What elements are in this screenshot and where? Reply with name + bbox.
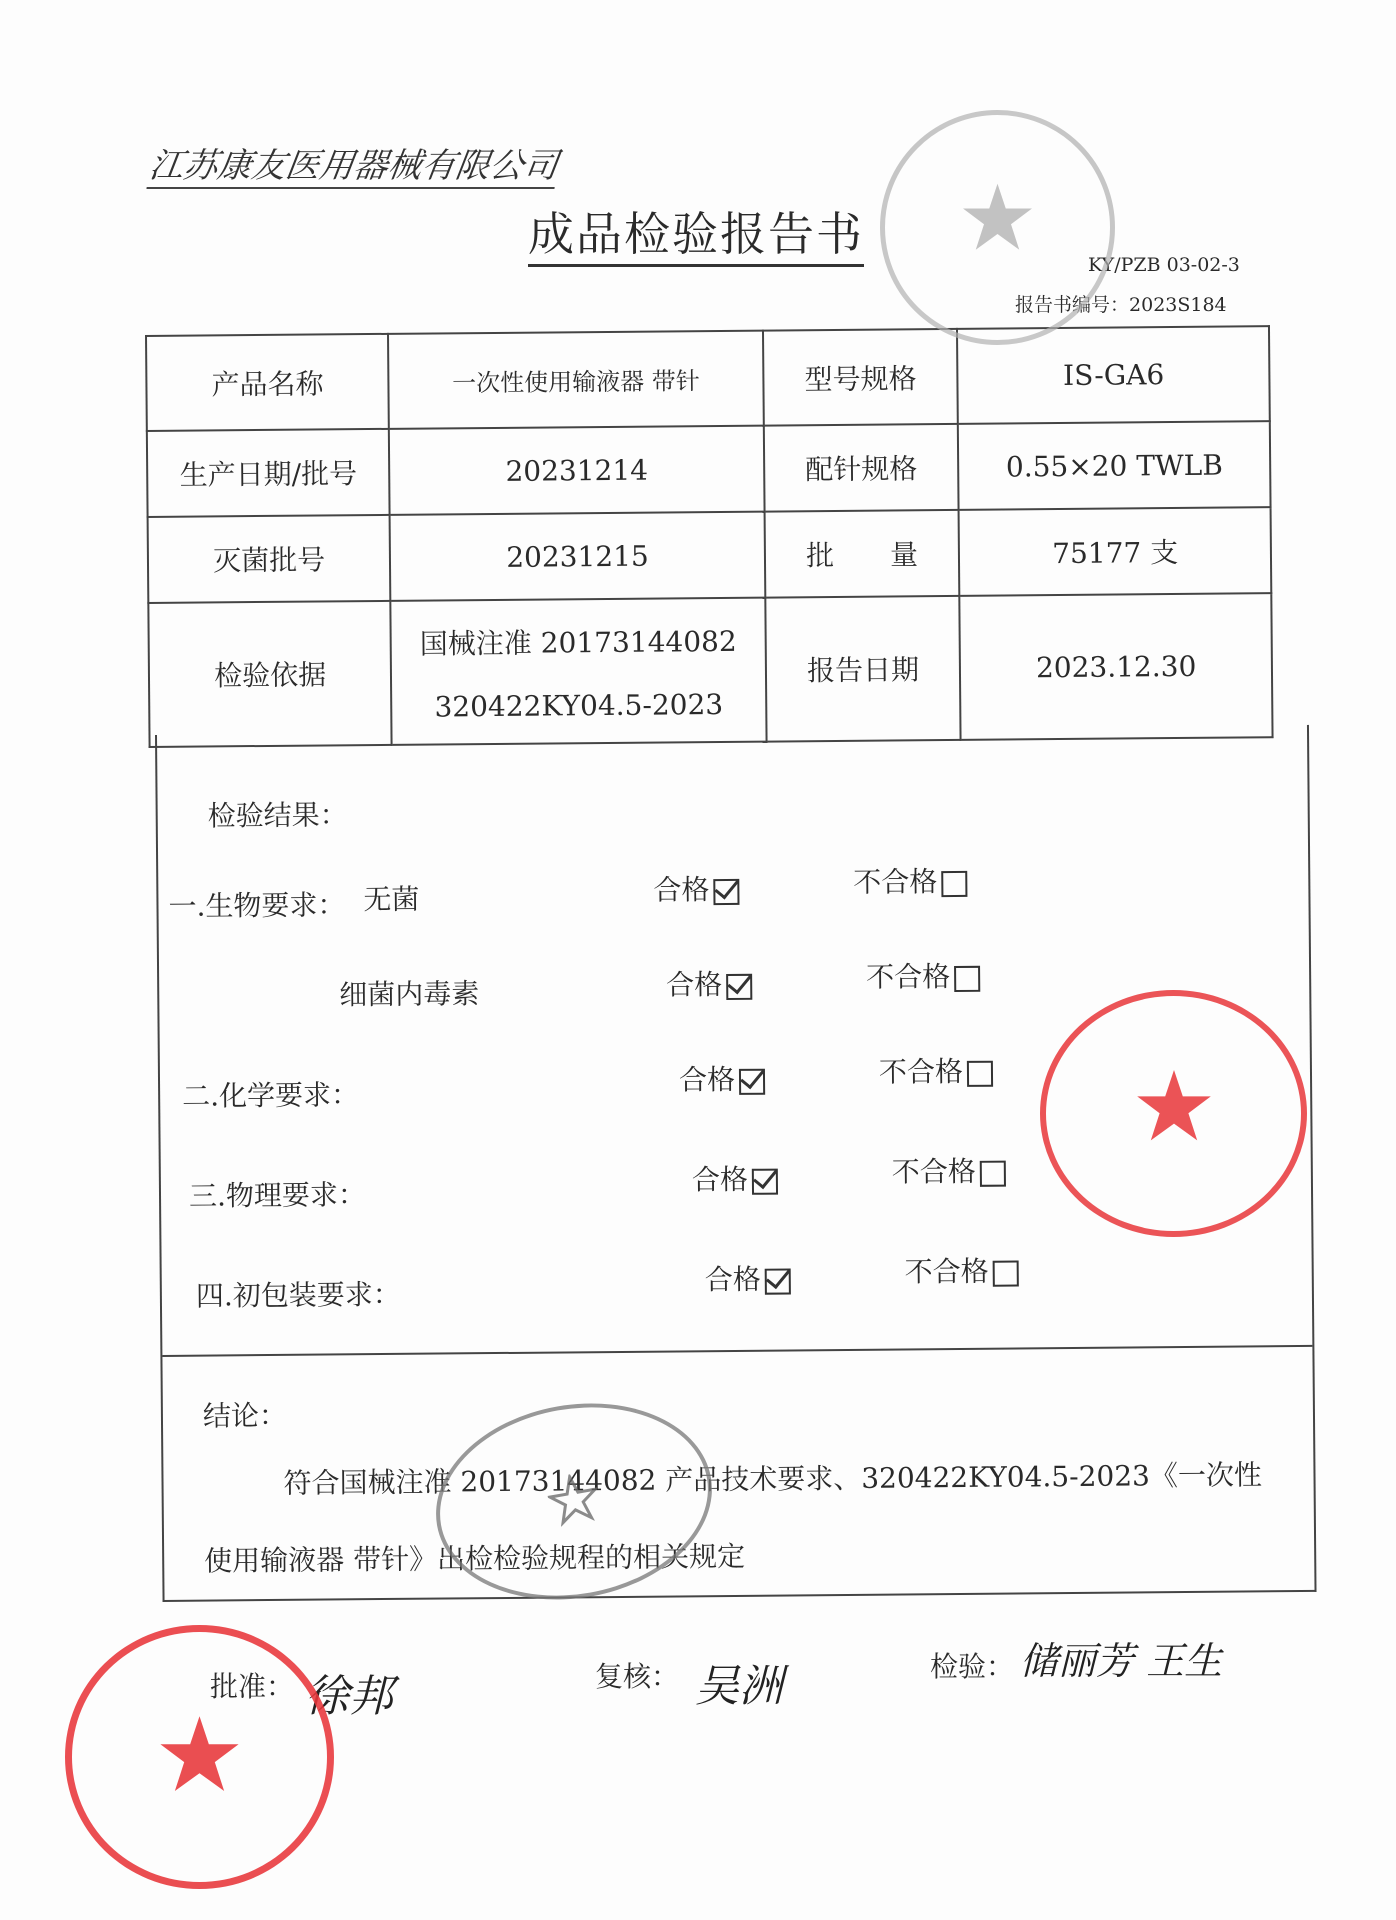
pass-checkbox[interactable] [739,1068,765,1094]
fail-label: 不合格 [891,1154,976,1189]
approve-label: 批准： [210,1670,295,1703]
table-row [147,421,1271,517]
basis-line: 320422KY04.5-2023 [434,687,724,723]
result-category: 三.物理要求： [188,1178,367,1213]
page-title: 成品检验报告书 [528,198,864,267]
table-row [146,326,1270,431]
fail-label: 不合格 [865,960,951,994]
fail-option[interactable] [879,1050,993,1091]
report-number-label: 报告书编号： [1015,294,1130,316]
fail-option[interactable] [853,860,967,901]
fail-label: 不合格 [853,865,938,899]
conclusion-divider [162,1345,1312,1357]
conclusion-line-1: 符合国械注准 20173144082 产品技术要求、320422KY04.5-2023《一次性 [283,1458,1263,1500]
fail-checkbox[interactable] [980,1160,1006,1186]
pass-option[interactable] [692,1158,778,1199]
basis-line: 国械注准 20173144082 [419,624,737,661]
report-number-value: 2023S184 [1129,294,1227,316]
pass-checkbox[interactable] [726,973,752,999]
fail-checkbox[interactable] [993,1260,1019,1286]
pass-checkbox[interactable] [765,1268,791,1294]
pass-checkbox[interactable] [752,1168,778,1194]
review-label: 复核： [595,1660,680,1693]
pass-label: 合格 [704,1262,761,1297]
results-heading: 检验结果： [207,798,348,833]
result-category: 四.初包装要求： [195,1277,401,1313]
result-subitem: 无菌 [363,882,420,917]
conclusion-label: 结论： [202,1398,288,1433]
result-subitem: 细菌内毒素 [339,977,480,1012]
pass-option[interactable] [705,1257,791,1298]
fail-option[interactable] [892,1150,1006,1191]
fail-checkbox[interactable] [967,1060,993,1086]
review-signature: 吴洲 [695,1661,783,1712]
table-row [148,593,1272,747]
label-cell: 生产日期/批号 [147,429,390,517]
star-icon [960,180,1035,255]
label-cell: 型号规格 [763,329,958,426]
label-cell: 报告日期 [765,596,961,742]
value-cell: 20231215 [390,512,765,601]
fail-label: 不合格 [878,1054,964,1089]
star-icon [157,1712,242,1797]
label-cell: 批 量 [764,510,959,598]
inspect-signature: 储丽芳 王生 [1020,1639,1223,1683]
pass-label: 合格 [691,1162,749,1197]
pass-option[interactable] [666,963,752,1004]
fail-label: 不合格 [904,1254,989,1289]
pass-label: 合格 [678,1062,736,1097]
label-cell: 产品名称 [146,334,389,431]
value-cell: 0.55×20 TWLB [958,421,1270,510]
fail-option[interactable] [905,1249,1019,1290]
label-cell: 检验依据 [148,601,392,747]
value-cell: 一次性使用输液器 带针 [388,331,763,429]
conclusion-line-2: 使用输液器 带针》出检检验规程的相关规定 [204,1539,746,1578]
label-cell: 配针规格 [764,424,959,512]
fail-checkbox[interactable] [954,965,980,991]
doc-code: KY/PZB 03-02-3 [1088,254,1240,276]
approve-signature: 徐邦 [305,1671,393,1722]
fail-option[interactable] [866,955,980,996]
pass-option[interactable] [679,1058,765,1099]
pass-label: 合格 [653,873,710,907]
result-category: 二.化学要求： [182,1078,360,1113]
inspect-label: 检验： [930,1650,1015,1683]
value-cell: IS-GA6 [957,326,1269,424]
company-name: 江苏康友医用器械有限公司 [146,138,561,189]
value-cell: 2023.12.30 [960,593,1273,740]
report-number [1015,290,1227,317]
pass-option[interactable] [653,868,739,909]
pass-label: 合格 [666,968,723,1002]
value-cell: 75177 支 [959,507,1271,596]
product-info-table [145,325,1274,748]
table-row [148,507,1272,603]
result-category: 一.生物要求： [168,888,346,923]
value-cell: 20231214 [389,426,764,515]
label-cell: 灭菌批号 [148,515,391,603]
results-box [155,725,1317,1602]
pass-checkbox[interactable] [713,878,739,904]
fail-checkbox[interactable] [941,870,967,896]
basis-cell [391,598,767,745]
